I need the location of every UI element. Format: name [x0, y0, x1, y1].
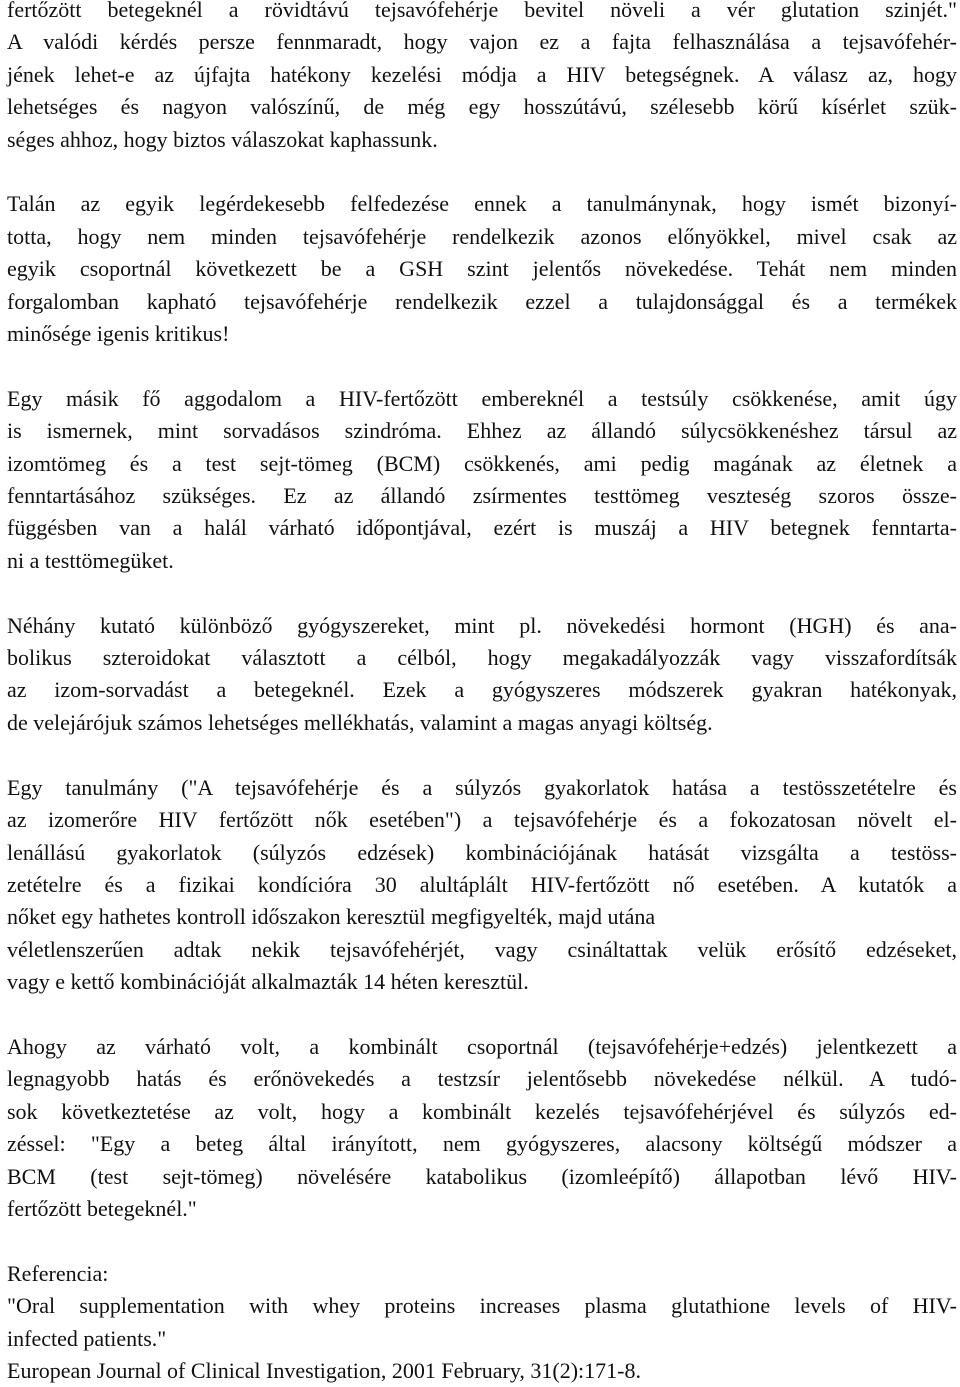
text-line: séges ahhoz, hogy biztos válaszokat kaphassunk. [7, 126, 438, 152]
text-line: izomtömeg és a test sejt-tömeg (BCM) csökkenés, ami pedig magának az életnek a [7, 450, 957, 476]
paragraph-whey-quality [7, 188, 957, 350]
text-line: Talán az egyik legérdekesebb felfedezése ennek a tanulmánynak, hogy ismét bizonyí- [7, 191, 957, 217]
reference-heading: Referencia: [7, 1260, 109, 1286]
text-line: az izom-sorvadást a betegeknél. Ezek a gyógyszeres módszerek gyakran hatékonyak, [7, 677, 957, 703]
paragraph-wasting-syndrome [7, 383, 957, 577]
text-line: nőket egy hathetes kontroll időszakon keresztül megfigyelték, majd utána [7, 904, 656, 930]
text-line: fertőzött betegeknél a rövidtávú tejsavófehérje bevitel növeli a vér glutation szinjét." [7, 0, 957, 22]
text-line: Egy másik fő aggodalom a HIV-fertőzött embereknél a testsúly csökkenése, amit úgy [7, 385, 957, 411]
text-line: lehetséges és nagyon valószínű, de még egy hosszútávú, szélesebb körű kísérlet szük- [7, 94, 957, 120]
text-line: minősége igenis kritikus! [7, 321, 230, 347]
text-line: bolikus szteroidokat választott a célból, hogy megakadályozzák vagy visszafordítsák [7, 645, 957, 671]
text-line: függésben van a halál várható időpontjával, ezért is muszáj a HIV betegnek fenntarta- [7, 515, 957, 541]
reference-section [7, 1258, 957, 1387]
text-line: véletlenszerűen adtak nekik tejsavófehérjét, vagy csináltattak velük erősítő edzéseket, [7, 936, 957, 962]
paragraph-study-results [7, 1031, 957, 1225]
text-line: legnagyobb hatás és erőnövekedés a testzsír jelentősebb növekedése nélkül. A tudó- [7, 1066, 957, 1092]
reference-title-line: "Oral supplementation with whey proteins increases plasma glutathione levels of HIV- [7, 1293, 957, 1319]
text-line: jének lehet-e az újfajta hatékony kezelési módja a HIV betegségnek. A válasz az, hogy [7, 61, 957, 87]
paragraph-glutathione-conclusion [7, 0, 957, 156]
text-line: totta, hogy nem minden tejsavófehérje rendelkezik azonos előnyökkel, mivel csak az [7, 223, 957, 249]
text-line: fertőzött betegeknél." [7, 1195, 197, 1221]
text-line: egyik csoportnál következett be a GSH szint jelentős növekedése. Tehát nem minden [7, 256, 957, 282]
text-line: forgalomban kapható tejsavófehérje rendelkezik ezzel a tulajdonsággal és a termékek [7, 288, 957, 314]
paragraph-study-description [7, 772, 957, 999]
text-line: A valódi kérdés persze fennmaradt, hogy vajon ez a fajta felhasználása a tejsavófehér- [7, 29, 957, 55]
text-line: Néhány kutató különböző gyógyszereket, mint pl. növekedési hormont (HGH) és ana- [7, 612, 957, 638]
text-line: fenntartásához szükséges. Ez az állandó zsírmentes testtömeg veszteség szoros össze- [7, 483, 957, 509]
text-line: lenállású gyakorlatok (súlyzós edzések) kombinációjának hatását vizsgálta a testöss- [7, 839, 957, 865]
text-line: ni a testtömegüket. [7, 547, 174, 573]
text-line: zetételre és a fizikai kondícióra 30 alultáplált HIV-fertőzött nő esetében. A kutatók a [7, 871, 957, 897]
text-line: is ismernek, mint sorvadásos szindróma. Ehhez az állandó súlycsökkenéshez társul az [7, 418, 957, 444]
reference-citation: European Journal of Clinical Investigation, 2001 February, 31(2):171-8. [7, 1357, 641, 1383]
paragraph-drug-treatments [7, 610, 957, 740]
text-line: az izomerőre HIV fertőzött nők esetében") a tejsavófehérje és a fokozatosan növelt el- [7, 807, 957, 833]
text-line: Ahogy az várható volt, a kombinált csoportnál (tejsavófehérje+edzés) jelentkezett a [7, 1033, 957, 1059]
text-line: zéssel: "Egy a beteg által irányított, nem gyógyszeres, alacsony költségű módszer a [7, 1131, 957, 1157]
text-line: Egy tanulmány ("A tejsavófehérje és a súlyzós gyakorlatok hatása a testösszetételre és [7, 774, 957, 800]
text-line: de velejárójuk számos lehetséges mellékhatás, valamint a magas anyagi költség. [7, 709, 713, 735]
reference-title-line: infected patients." [7, 1325, 167, 1351]
document-page [7, 0, 957, 1387]
text-line: vagy e kettő kombinációját alkalmazták 14 héten keresztül. [7, 969, 529, 995]
text-line: BCM (test sejt-tömeg) növelésére katabolikus (izomleépítő) állapotban lévő HIV- [7, 1163, 957, 1189]
text-line: sok következtetése az volt, hogy a kombinált kezelés tejsavófehérjével és súlyzós ed- [7, 1098, 957, 1124]
